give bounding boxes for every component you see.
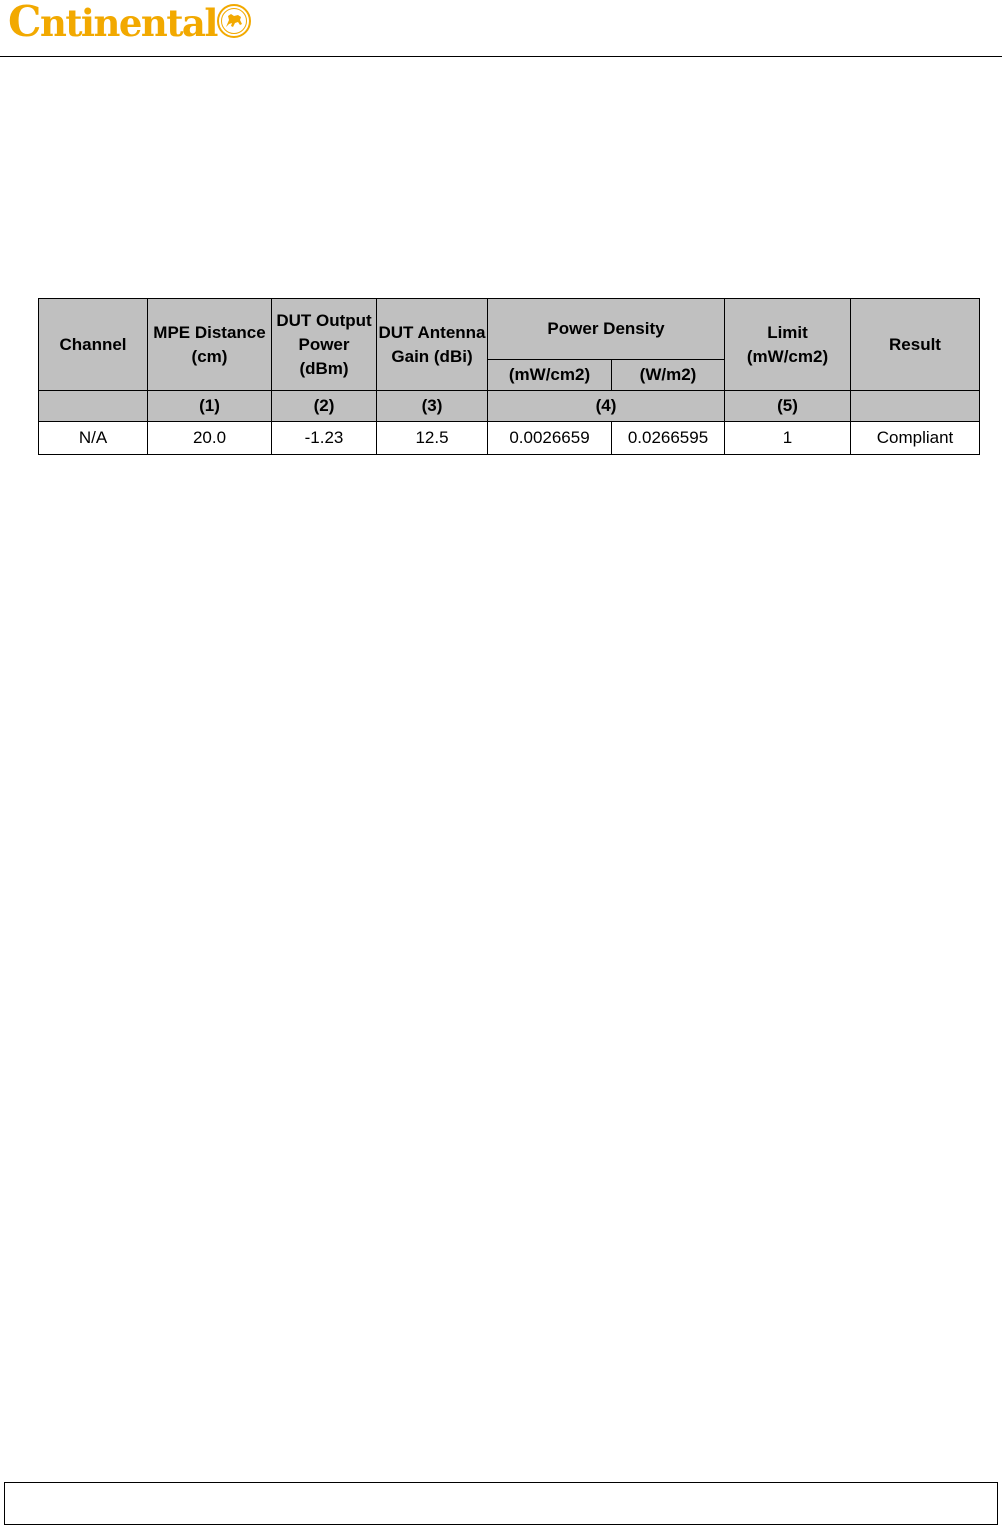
logo-letter-c: C <box>8 0 40 46</box>
header-row <box>39 299 980 360</box>
continental-logo <box>8 0 217 45</box>
cell-mpe-distance: 20.0 <box>148 422 272 455</box>
header-dut-output-power: DUT Output Power (dBm) <box>272 299 377 391</box>
header-limit: Limit (mW/cm2) <box>725 299 851 391</box>
cell-dut-antenna-gain: 12.5 <box>377 422 488 455</box>
index-cell: (2) <box>272 391 377 422</box>
cell-power-density-w: 0.0266595 <box>612 422 725 455</box>
index-cell: (3) <box>377 391 488 422</box>
table-row <box>39 422 980 455</box>
header-result: Result <box>851 299 980 391</box>
cell-channel: N/A <box>39 422 148 455</box>
page-header <box>0 0 1002 57</box>
header-divider <box>0 56 1002 57</box>
header-dut-antenna-gain: DUT Antenna Gain (dBi) <box>377 299 488 391</box>
index-row <box>39 391 980 422</box>
cell-result: Compliant <box>851 422 980 455</box>
horse-emblem-icon <box>216 3 252 39</box>
header-power-density-w: (W/m2) <box>612 360 725 391</box>
index-cell: (5) <box>725 391 851 422</box>
index-cell: (4) <box>488 391 725 422</box>
cell-limit: 1 <box>725 422 851 455</box>
header-channel: Channel <box>39 299 148 391</box>
footer-box <box>4 1482 998 1525</box>
header-power-density: Power Density <box>488 299 725 360</box>
header-mpe-distance: MPE Distance (cm) <box>148 299 272 391</box>
header-power-density-mw: (mW/cm2) <box>488 360 612 391</box>
index-cell <box>851 391 980 422</box>
cell-power-density-mw: 0.0026659 <box>488 422 612 455</box>
cell-dut-output-power: -1.23 <box>272 422 377 455</box>
mpe-table <box>38 298 980 455</box>
logo-wordmark: ntinental <box>39 1 217 45</box>
index-cell <box>39 391 148 422</box>
index-cell: (1) <box>148 391 272 422</box>
